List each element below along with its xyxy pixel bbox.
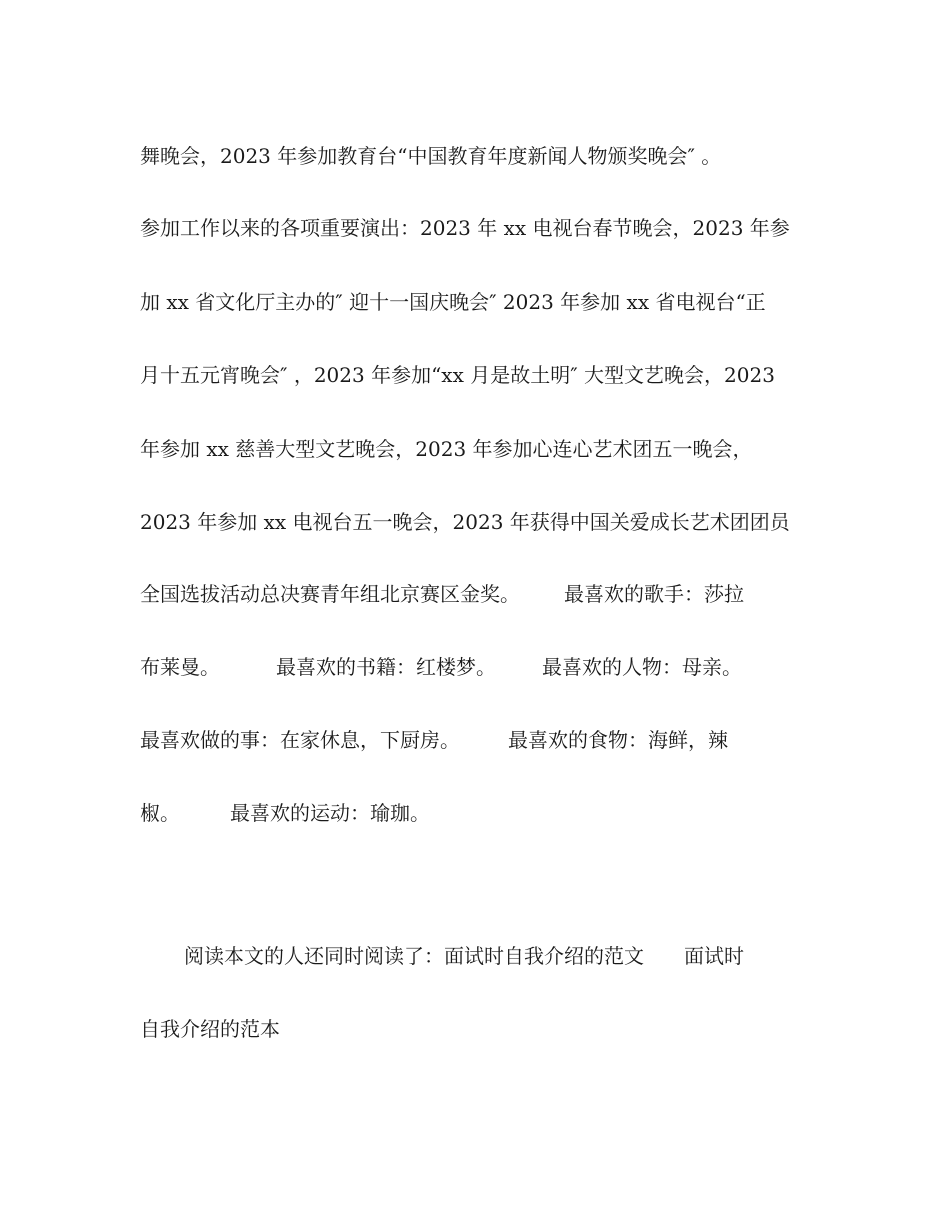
favorite-singer: 最喜欢的歌手：莎拉 bbox=[564, 582, 744, 606]
text-line-7 bbox=[140, 580, 820, 608]
award-text: 全国选拔活动总决赛青年组北京赛区金奖。 bbox=[140, 582, 520, 606]
text-line-4: 月十五元宵晚会″ ，2023 年参加“xx 月是故土明″ 大型文艺晚会，2023 bbox=[140, 363, 775, 387]
text-line-3: 加 xx 省文化厅主办的″ 迎十一国庆晚会″ 2023 年参加 xx 省电视台“正 bbox=[140, 290, 766, 314]
favorite-activity: 最喜欢做的事：在家休息，下厨房。 bbox=[140, 728, 460, 752]
text-line-9 bbox=[140, 726, 820, 754]
related-link-2-start[interactable]: 面试时 bbox=[684, 944, 744, 968]
favorite-singer-cont: 布莱曼。 bbox=[140, 655, 220, 679]
favorite-food: 最喜欢的食物：海鲜，辣 bbox=[508, 728, 728, 752]
related-intro: 阅读本文的人还同时阅读了：面试时自我介绍的范文 bbox=[184, 944, 644, 968]
text-line-1: 舞晚会，2023 年参加教育台“中国教育年度新闻人物颁奖晚会″ 。 bbox=[140, 144, 722, 168]
related-reading-line-2 bbox=[140, 1015, 820, 1043]
favorite-food-cont: 椒。 bbox=[140, 801, 180, 825]
text-line-8 bbox=[140, 653, 820, 681]
text-line-5: 年参加 xx 慈善大型文艺晚会，2023 年参加心连心艺术团五一晚会， bbox=[140, 437, 753, 461]
favorite-book: 最喜欢的书籍：红楼梦。 bbox=[276, 655, 496, 679]
text-line-6: 2023 年参加 xx 电视台五一晚会，2023 年获得中国关爱成长艺术团团员 bbox=[140, 510, 790, 534]
text-line-2: 参加工作以来的各项重要演出：2023 年 xx 电视台春节晚会，2023 年参 bbox=[140, 216, 790, 240]
related-link-2-end[interactable]: 自我介绍的范本 bbox=[140, 1017, 280, 1041]
related-reading-line bbox=[184, 942, 824, 970]
favorite-person: 最喜欢的人物：母亲。 bbox=[542, 655, 742, 679]
favorite-sport: 最喜欢的运动：瑜珈。 bbox=[230, 801, 430, 825]
text-line-10 bbox=[140, 799, 820, 827]
